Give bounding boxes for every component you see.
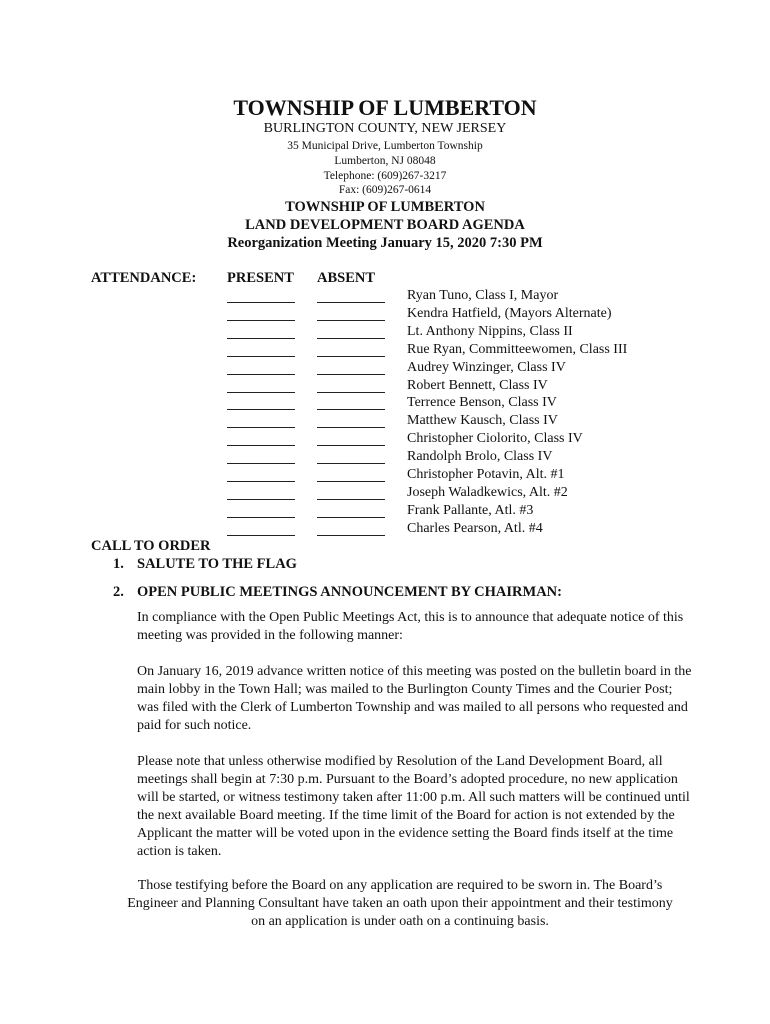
absent-blank-line[interactable]	[317, 467, 385, 482]
fax-line: Fax: (609)267-0614	[338, 184, 432, 196]
member-name: Audrey Winzinger, Class IV	[407, 359, 566, 375]
attendance-row	[0, 449, 770, 467]
present-blank-line[interactable]	[227, 342, 295, 357]
telephone-line: Telephone: (609)267-3217	[323, 170, 447, 182]
meeting-time-paragraph: Please note that unless otherwise modified by Resolution of the Land Development Board, all meetings shall begin at 7:30 p.m. Pursuant to the Board’s adopted procedure, no new application will be started, or witness testimony taken after 11:00 p.m. All such matters will be continued until the next available Board meeting. If the time limit of the Board for action is not extended by the Applicant the matter will be voted upon in the evidence setting the Board finds itself at the time action is taken.	[137, 754, 690, 859]
agenda-heading-township: TOWNSHIP OF LUMBERTON	[285, 199, 485, 215]
present-blank-line[interactable]	[227, 467, 295, 482]
agenda-heading-meeting: Reorganization Meeting January 15, 2020 7:30 PM	[227, 235, 543, 251]
member-name: Frank Pallante, Atl. #3	[407, 502, 534, 518]
address-line-1: 35 Municipal Drive, Lumberton Township	[287, 140, 483, 152]
agenda-heading-board: LAND DEVELOPMENT BOARD AGENDA	[245, 217, 525, 233]
member-name: Rue Ryan, Committeewomen, Class III	[407, 341, 628, 357]
absent-blank-line[interactable]	[317, 521, 385, 536]
call-to-order: CALL TO ORDER	[91, 538, 211, 554]
attendance-row	[0, 467, 770, 485]
attendance-row	[0, 413, 770, 431]
absent-blank-line[interactable]	[317, 485, 385, 500]
attendance-row	[0, 503, 770, 521]
attendance-row	[0, 360, 770, 378]
present-blank-line[interactable]	[227, 324, 295, 339]
agenda-item	[113, 556, 297, 573]
absent-blank-line[interactable]	[317, 378, 385, 393]
absent-column-header: ABSENT	[317, 270, 376, 286]
member-name: Charles Pearson, Atl. #4	[407, 520, 543, 536]
absent-blank-line[interactable]	[317, 503, 385, 518]
member-name: Joseph Waladkewics, Alt. #2	[407, 484, 568, 500]
agenda-item-text: OPEN PUBLIC MEETINGS ANNOUNCEMENT BY CHAIRMAN:	[137, 584, 562, 600]
present-blank-line[interactable]	[227, 395, 295, 410]
present-blank-line[interactable]	[227, 521, 295, 536]
address-line-2: Lumberton, NJ 08048	[334, 155, 436, 167]
attendance-row	[0, 378, 770, 396]
opma-compliance-paragraph: In compliance with the Open Public Meetings Act, this is to announce that adequate notice of this meeting was provided in the following manner:	[137, 610, 684, 643]
attendance-row	[0, 288, 770, 306]
absent-blank-line[interactable]	[317, 395, 385, 410]
member-name: Lt. Anthony Nippins, Class II	[407, 323, 573, 339]
present-blank-line[interactable]	[227, 306, 295, 321]
present-blank-line[interactable]	[227, 485, 295, 500]
present-blank-line[interactable]	[227, 431, 295, 446]
attendance-label: ATTENDANCE:	[91, 270, 197, 286]
attendance-row	[0, 521, 770, 539]
present-column-header: PRESENT	[227, 270, 294, 286]
agenda-item-number: 2.	[113, 584, 124, 600]
county-line: BURLINGTON COUNTY, NEW JERSEY	[263, 121, 507, 136]
attendance-row	[0, 431, 770, 449]
notice-paragraph: On January 16, 2019 advance written notice of this meeting was posted on the bulletin board in the main lobby in the Town Hall; was mailed to the Burlington County Times and the Courier Post; was filed with the Clerk of Lumberton Township and was mailed to all persons who requested and paid for such notice.	[137, 664, 692, 733]
member-name: Matthew Kausch, Class IV	[407, 413, 558, 429]
attendance-row	[0, 395, 770, 413]
present-blank-line[interactable]	[227, 360, 295, 375]
member-name: Christopher Potavin, Alt. #1	[407, 467, 565, 482]
present-blank-line[interactable]	[227, 378, 295, 393]
absent-blank-line[interactable]	[317, 288, 385, 303]
testimony-paragraph: Those testifying before the Board on any application are required to be sworn in. The Board’s Engineer and Planning Consultant have taken an oath upon their appointment and their testimony on an application is under oath on a continuing basis.	[127, 878, 673, 929]
member-name: Robert Bennett, Class IV	[407, 377, 548, 393]
attendance-row	[0, 342, 770, 360]
member-name: Ryan Tuno, Class I, Mayor	[407, 288, 559, 303]
attendance-row	[0, 324, 770, 342]
present-blank-line[interactable]	[227, 413, 295, 428]
member-name: Terrence Benson, Class IV	[407, 395, 557, 411]
township-title: TOWNSHIP OF LUMBERTON	[233, 95, 537, 120]
member-name: Kendra Hatfield, (Mayors Alternate)	[407, 305, 612, 321]
absent-blank-line[interactable]	[317, 413, 385, 428]
agenda-item-number: 1.	[113, 556, 124, 572]
member-name: Randolph Brolo, Class IV	[407, 449, 553, 465]
attendance-row	[0, 485, 770, 503]
agenda-item-text: SALUTE TO THE FLAG	[137, 556, 297, 572]
attendance-row	[0, 306, 770, 324]
absent-blank-line[interactable]	[317, 324, 385, 339]
absent-blank-line[interactable]	[317, 342, 385, 357]
member-name: Christopher Ciolorito, Class IV	[407, 431, 583, 447]
absent-blank-line[interactable]	[317, 431, 385, 446]
present-blank-line[interactable]	[227, 288, 295, 303]
present-blank-line[interactable]	[227, 449, 295, 464]
absent-blank-line[interactable]	[317, 360, 385, 375]
absent-blank-line[interactable]	[317, 449, 385, 464]
present-blank-line[interactable]	[227, 503, 295, 518]
absent-blank-line[interactable]	[317, 306, 385, 321]
agenda-item	[113, 584, 562, 601]
